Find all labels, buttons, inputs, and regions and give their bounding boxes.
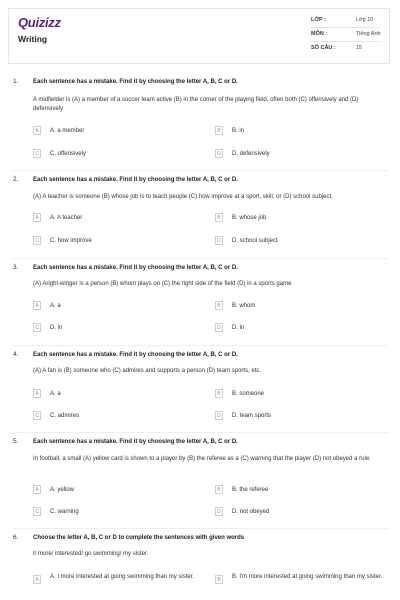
question-number: 4. (13, 351, 19, 358)
option-letter-box: C (33, 149, 41, 158)
option-text: A. a (50, 391, 61, 397)
question-divider (13, 432, 388, 433)
question-number: 2. (13, 176, 19, 183)
question-divider (13, 258, 388, 259)
option-letter-box: A (33, 389, 41, 398)
option-text: D. in (50, 325, 63, 331)
option-text: B. the referee (232, 487, 269, 493)
question-stem: In football, a small (A) yellow card is shown to a player by (B) the referee as a (C) warning that the player (D) not obeyed a rule. (33, 456, 371, 462)
option-letter-box: B (215, 389, 223, 398)
option-letter-box: A (33, 575, 41, 584)
grade-value: Lớp 10 (356, 17, 374, 23)
option-letter-box: A (33, 485, 41, 494)
option-letter-box: B (215, 575, 223, 584)
option-text: D. in (232, 325, 245, 331)
option-letter-box: B (215, 126, 223, 135)
option-text: B. I'm more interested at going swimming than my sister. (232, 574, 383, 580)
option-text: B. in (232, 128, 245, 134)
course-label: MÔN : (311, 31, 328, 37)
question-instruction: Each sentence has a mistake. Find it by choosing the letter A, B, C or D. (33, 79, 238, 85)
question-count-value: 15 (356, 45, 363, 51)
option-letter-box: C (33, 411, 41, 420)
course-value: Tiếng Anh (356, 31, 381, 37)
question-stem: (A) A fan is (B) someone who (C) admires and supports a person (D) team sports, etc. (33, 368, 262, 374)
option-text: A. I more interested at going swimming than my sister. (50, 574, 195, 580)
option-letter-box: D (215, 507, 223, 516)
worksheet-header (8, 8, 390, 64)
question-divider (13, 528, 388, 529)
option-text: C. how improve (50, 238, 92, 244)
question-instruction: Each sentence has a mistake. Find it by choosing the letter A, B, C or D. (33, 265, 238, 271)
question-stem: I/ more/ interested/ go swimming/ my sister. (33, 551, 149, 557)
option-text: D. team sports (232, 413, 272, 419)
quizizz-logo: Quizizz (18, 15, 61, 30)
option-text: B. whom (232, 303, 256, 309)
question-number: 1. (13, 78, 19, 85)
option-text: B. whose job (232, 215, 267, 221)
option-letter-box: A (33, 126, 41, 135)
option-text: A. A teacher (50, 215, 83, 221)
option-text: D. school subject (232, 238, 278, 244)
option-letter-box: D (215, 149, 223, 158)
option-letter-box: C (33, 323, 41, 332)
option-letter-box: D (215, 236, 223, 245)
option-letter-box: D (215, 323, 223, 332)
question-number: 5. (13, 438, 19, 445)
question-instruction: Choose the letter A, B, C or D to complete the sentences with given words (33, 535, 245, 541)
question-number: 3. (13, 264, 19, 271)
option-text: C. warning (50, 509, 79, 515)
option-letter-box: B (215, 301, 223, 310)
option-text: A. a member (50, 128, 85, 134)
question-stem: A midfielder is (A) a member of a soccer team active (B) in the corner of the playing field, often both (C) offensively and (D) defensively (33, 97, 359, 112)
option-text: C. offensively (50, 151, 86, 157)
option-letter-box: A (33, 301, 41, 310)
option-text: D. not obeyed (232, 509, 270, 515)
option-text: C. admires (50, 413, 80, 419)
question-divider (13, 345, 388, 346)
question-instruction: Each sentence has a mistake. Find it by choosing the letter A, B, C or D. (33, 352, 238, 358)
option-letter-box: B (215, 485, 223, 494)
question-instruction: Each sentence has a mistake. Find it by choosing the letter A, B, C or D. (33, 177, 238, 183)
question-divider (13, 170, 388, 171)
grade-label: LỚP : (311, 17, 326, 23)
question-instruction: Each sentence has a mistake. Find it by choosing the letter A, B, C or D. (33, 439, 238, 445)
question-stem: (A) Aright-winger is a person (B) whom plays on (C) the right side of the field (D) in a sports game (33, 281, 292, 287)
option-text: A. yellow (50, 487, 75, 493)
meta-divider (310, 27, 380, 28)
question-number: 6. (13, 534, 19, 541)
question-stem: (A) A teacher is someone (B) whose job is to teach people (C) how improve at a sport, skill, or (D) school subject. (33, 194, 333, 200)
meta-divider (310, 41, 380, 42)
question-count-label: SỐ CÂU : (311, 45, 336, 51)
option-letter-box: C (33, 507, 41, 516)
worksheet-title: Writing (18, 34, 48, 44)
option-text: D. defensively (232, 151, 270, 157)
option-letter-box: D (215, 411, 223, 420)
option-text: B. someone (232, 391, 265, 397)
option-letter-box: C (33, 236, 41, 245)
option-letter-box: B (215, 213, 223, 222)
option-letter-box: A (33, 213, 41, 222)
option-text: A. a (50, 303, 61, 309)
